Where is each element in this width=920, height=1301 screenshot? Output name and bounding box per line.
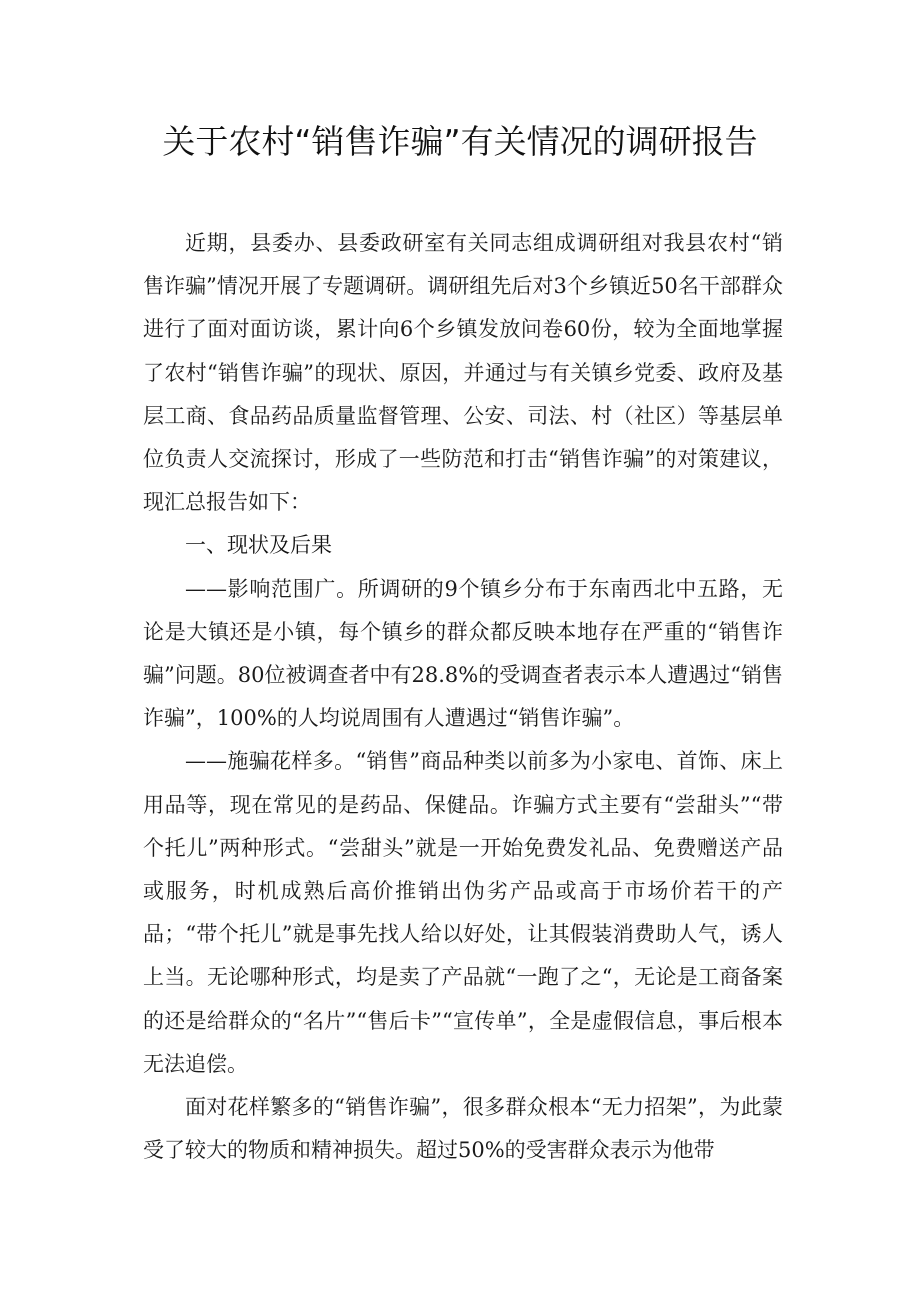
section-heading-status: 一、现状及后果 [185, 533, 332, 558]
document-body [143, 222, 783, 1172]
paragraph-victim-losses: 面对花样繁多的“销售诈骗”，很多群众根本“无力招架”，为此蒙受了较大的物质和精神损失。超过50%的受害群众表示为他带 [143, 1095, 783, 1163]
paragraph-impact-scope: ——影响范围广。所调研的9个镇乡分布于东南西北中五路，无论是大镇还是小镇，每个镇乡的群众都反映本地存在严重的“销售诈骗”问题。80位被调查者中有28.8%的受调查者表示本人遭遇过“销售诈骗”，100%的人均说周围有人遭遇过“销售诈骗”。 [143, 576, 783, 731]
intro-paragraph: 近期，县委办、县委政研室有关同志组成调研组对我县农村“销售诈骗”情况开展了专题调研。调研组先后对3个乡镇近50名干部群众进行了面对面访谈，累计向6个乡镇发放问卷60份，较为全面地掌握了农村“销售诈骗”的现状、原因，并通过与有关镇乡党委、政府及基层工商、食品药品质量监督管理、公安、司法、村（社区）等基层单位负责人交流探讨，形成了一些防范和打击“销售诈骗”的对策建议，现汇总报告如下： [143, 231, 783, 515]
document-title: 关于农村“销售诈骗”有关情况的调研报告 [162, 122, 758, 161]
paragraph-fraud-methods: ——施骗花样多。“销售”商品种类以前多为小家电、首饰、床上用品等，现在常见的是药品、保健品。诈骗方式主要有“尝甜头”“带个托儿”两种形式。“尝甜头”就是一开始免费发礼品、免费赠送产品或服务，时机成熟后高价推销出伪劣产品或高于市场价若干的产品；“带个托儿”就是事先找人给以好处，让其假装消费助人气，诱人上当。无论哪种形式，均是卖了产品就“一跑了之“，无论是工商备案的还是给群众的“名片”“售后卡”“宣传单”，全是虚假信息，事后根本无法追偿。 [143, 749, 783, 1076]
